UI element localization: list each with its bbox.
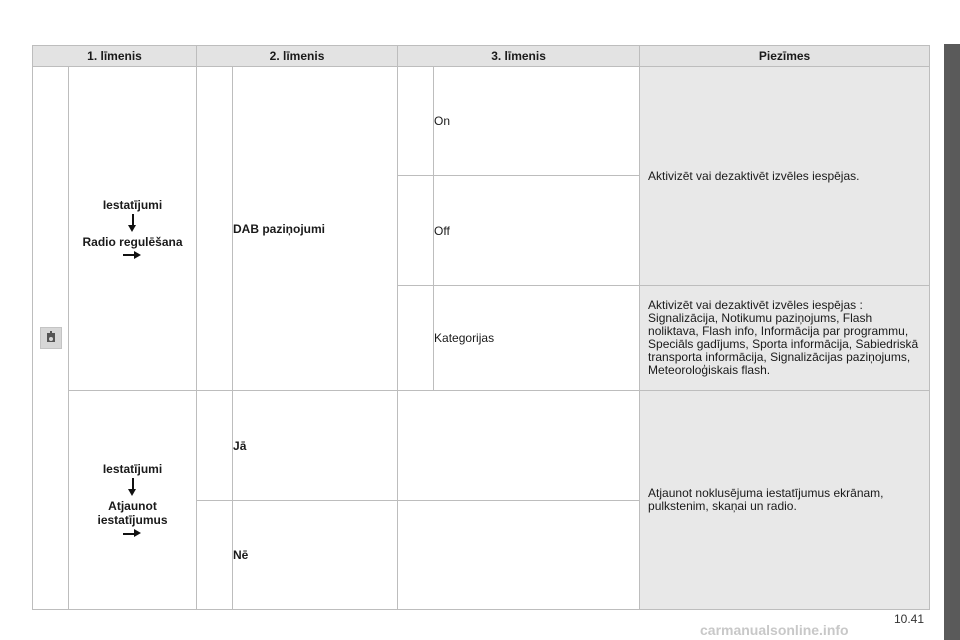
spacer-cell [197, 391, 233, 501]
empty-level3-cell [398, 501, 640, 610]
section-icon-cell [33, 67, 69, 610]
level3-off: Off [434, 176, 640, 286]
group1-level1-line2: Radio regulēšana [82, 234, 183, 249]
table-row [33, 67, 930, 176]
spacer-cell [398, 286, 434, 391]
arrow-right-icon [123, 529, 141, 538]
group2-level2-yes: Jā [233, 391, 398, 501]
level3-on: On [434, 67, 640, 176]
group1-level2: DAB paziņojumi [233, 67, 398, 391]
settings-table [32, 45, 930, 610]
arrow-down-icon [128, 478, 137, 496]
radio-settings-icon [40, 327, 62, 349]
page-number: 10.41 [894, 612, 925, 626]
spacer-cell [197, 501, 233, 610]
watermark: carmanualsonline.info [700, 622, 849, 638]
level3-categories: Kategorijas [434, 286, 640, 391]
header-notes: Piezīmes [640, 46, 930, 67]
group1-level1-cell [69, 67, 197, 391]
spacer-cell [197, 67, 233, 391]
spacer-cell [398, 67, 434, 176]
arrow-right-icon [123, 251, 141, 260]
header-level-1: 1. līmenis [33, 46, 197, 67]
note-reset: Atjaunot noklusējuma iestatījumus ekrānam, pulkstenim, skaņai un radio. [640, 391, 930, 610]
side-tab-bar [944, 44, 960, 640]
header-level-2: 2. līmenis [197, 46, 398, 67]
arrow-down-icon [128, 214, 137, 232]
group2-level1-cell [69, 391, 197, 610]
header-row [33, 46, 930, 67]
empty-level3-cell [398, 391, 640, 501]
note-categories: Aktivizēt vai dezaktivēt izvēles iespējas : Signalizācija, Notikumu paziņojums, Flash noliktava, Flash info, Informācija par programmu, Speciāls gadījums, Sporta informācija, Sabiedriskā transporta informācija, Signalizācijas paziņojums, Meteoroloģiskais flash. [640, 286, 930, 391]
group2-level1-line1: Iestatījumi [102, 462, 163, 476]
group2-level2-no: Nē [233, 501, 398, 610]
spacer-cell [398, 176, 434, 286]
group2-level1-line2: Atjaunot iestatījumus [97, 499, 168, 527]
table-row [33, 391, 930, 501]
header-level-3: 3. līmenis [398, 46, 640, 67]
note-on-off: Aktivizēt vai dezaktivēt izvēles iespējas. [640, 67, 930, 286]
group1-level1-line1: Iestatījumi [102, 197, 163, 212]
